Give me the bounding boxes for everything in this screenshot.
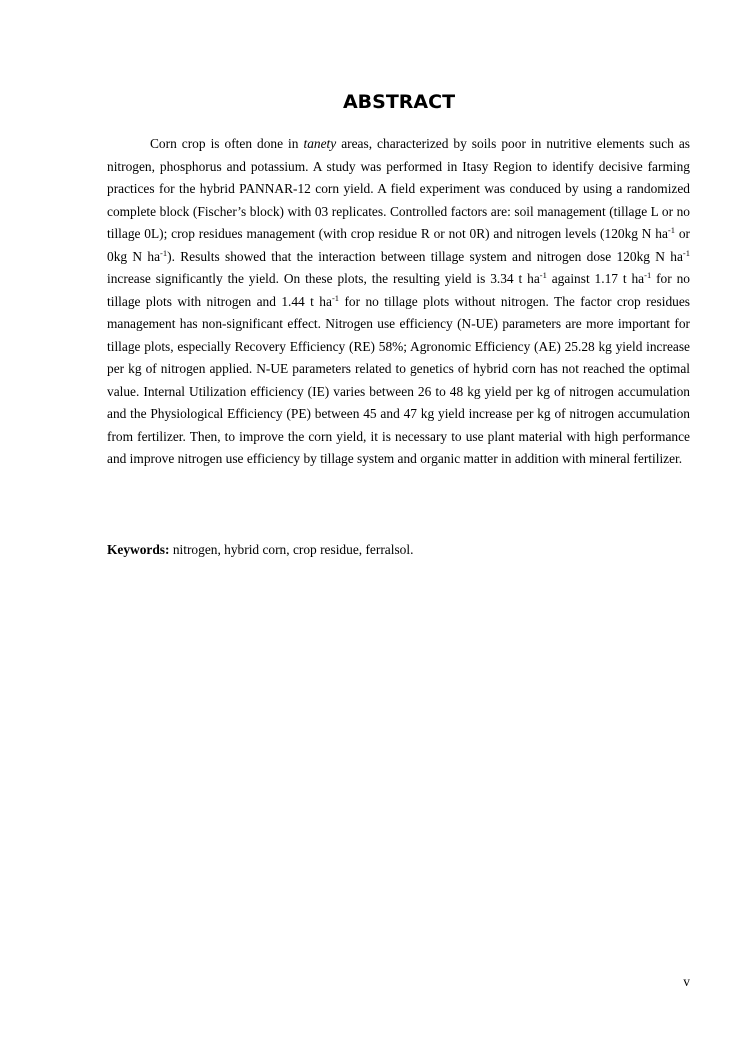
abstract-text-8: for no tillage plots without nitrogen. The factor crop residues management has non-significant effect. Nitrogen use efficiency (N-UE) parameters are more important for tillage plots, especially Recovery Efficiency (RE) 58%; Agronomic Efficiency (AE) 25.28 kg yield increase per kg of nitrogen applied. N-UE parameters related to genetics of hybrid corn has not reached the optimal value. Internal Utilization efficiency (IE) varies between 26 to 48 kg yield per kg of nitrogen accumulation and the Physiological Efficiency (PE) between 45 and 47 kg yield increase per kg of nitrogen accumulation from fertilizer. Then, to improve the corn yield, it is necessary to use plant material with high performance and improve nitrogen use efficiency by tillage system and organic matter in addition with mineral fertilizer.: [107, 293, 690, 466]
abstract-text-2: areas, characterized by soils poor in nutritive elements such as nitrogen, phosphorus and potassium. A study was performed in Itasy Region to identify decisive farming practices for the hybrid PANNAR-12 corn yield. A field experiment was conduced by using a randomized complete block (Fischer’s block) with 03 replicates. Controlled factors are: soil management (tillage L or no tillage 0L); crop residues management (with crop residue R or not 0R) and nitrogen levels (120kg N ha: [107, 136, 690, 241]
superscript: -1: [682, 247, 691, 258]
superscript: -1: [667, 225, 676, 235]
keywords-text: nitrogen, hybrid corn, crop residue, ferralsol.: [169, 542, 414, 557]
abstract-text-5: increase significantly the yield. On these plots, the resulting yield is 3.34 t ha: [107, 271, 540, 286]
abstract-italic-term: tanety: [303, 136, 337, 151]
superscript: -1: [644, 270, 652, 280]
superscript: -1: [160, 247, 168, 258]
abstract-text-1: Corn crop is often done in: [150, 136, 304, 151]
page-number: v: [683, 974, 690, 989]
superscript: -1: [539, 270, 547, 280]
abstract-title: ABSTRACT: [342, 91, 456, 113]
abstract-paragraph: [107, 133, 690, 471]
abstract-text-4: ). Results showed that the interaction between tillage system and nitrogen dose 120kg N ha: [167, 248, 683, 264]
abstract-text-3: or 0kg N ha: [107, 226, 690, 264]
keywords-label: Keywords:: [107, 542, 170, 557]
abstract-text-6: against 1.17 t ha: [546, 271, 645, 286]
abstract-text-7: for no tillage plots with nitrogen and 1.44 t ha: [107, 271, 690, 309]
keywords-line: [107, 539, 690, 562]
superscript: -1: [331, 292, 340, 303]
